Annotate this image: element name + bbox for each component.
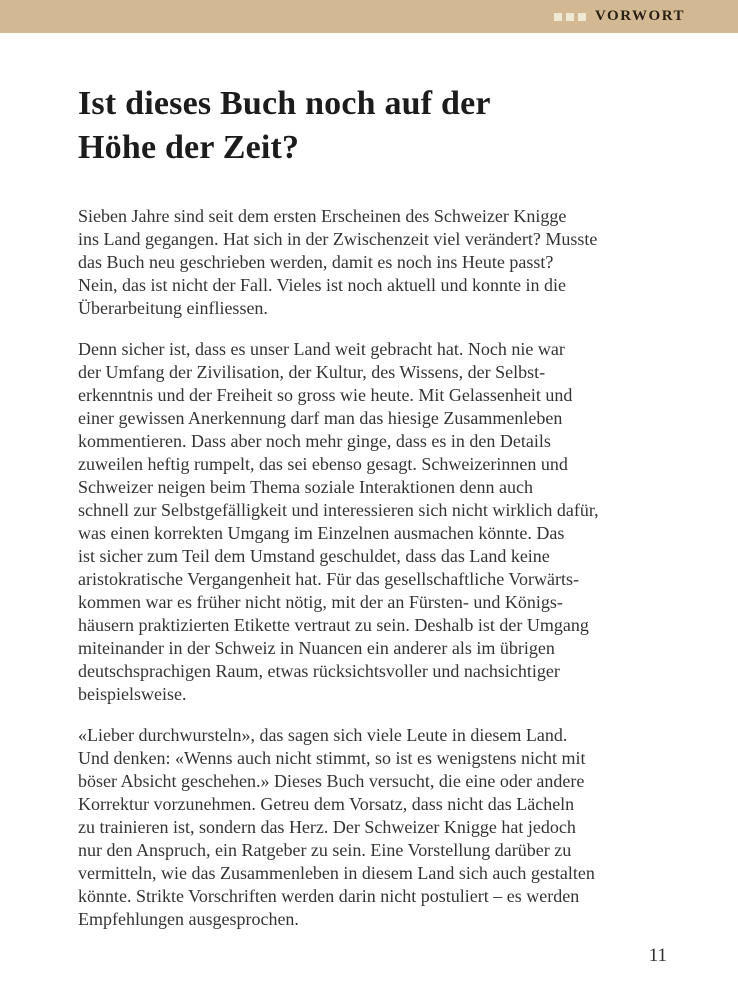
text-line: häusern praktizierten Etikette vertraut zu sein. Deshalb ist der Umgang [78, 615, 589, 635]
header-square-icon [554, 13, 562, 21]
text-line: Sieben Jahre sind seit dem ersten Erscheinen des Schweizer Knigge [78, 206, 567, 226]
text-line: Denn sicher ist, dass es unser Land weit gebracht hat. Noch nie war [78, 339, 565, 359]
paragraph-1 [78, 205, 678, 320]
text-line: das Buch neu geschrieben werden, damit es noch ins Heute passt? [78, 252, 554, 272]
text-line: schnell zur Selbstgefälligkeit und interessieren sich nicht wirklich dafür, [78, 500, 599, 520]
text-line: Überarbeitung einfliessen. [78, 298, 268, 318]
text-line: zuweilen heftig rumpelt, das sei ebenso gesagt. Schweizerinnen und [78, 454, 568, 474]
title-line-2: Höhe der Zeit? [78, 129, 300, 166]
text-line: aristokratische Vergangenheit hat. Für das gesellschaftliche Vorwärts- [78, 569, 580, 589]
header-square-icon [566, 13, 574, 21]
text-line: «Lieber durchwursteln», das sagen sich viele Leute in diesem Land. [78, 725, 568, 745]
text-line: der Umfang der Zivilisation, der Kultur, des Wissens, der Selbst- [78, 362, 546, 382]
text-line: Empfehlungen ausgesprochen. [78, 909, 299, 929]
text-line: Und denken: «Wenns auch nicht stimmt, so ist es wenigstens nicht mit [78, 748, 586, 768]
text-line: böser Absicht geschehen.» Dieses Buch versucht, die eine oder andere [78, 771, 585, 791]
text-line: könnte. Strikte Vorschriften werden darin nicht postuliert – es werden [78, 886, 580, 906]
paragraph-3 [78, 724, 678, 931]
text-line: was einen korrekten Umgang im Einzelnen ausmachen könnte. Das [78, 523, 565, 543]
text-line: Schweizer neigen beim Thema soziale Interaktionen denn auch [78, 477, 533, 497]
text-line: miteinander in der Schweiz in Nuancen ein anderer als im übrigen [78, 638, 555, 658]
text-line: beispielsweise. [78, 684, 187, 704]
text-line: nur den Anspruch, ein Ratgeber zu sein. Eine Vorstellung darüber zu [78, 840, 572, 860]
text-line: vermitteln, wie das Zusammenleben in diesem Land sich auch gestalten [78, 863, 595, 883]
text-line: ins Land gegangen. Hat sich in der Zwischenzeit viel verändert? Musste [78, 229, 598, 249]
text-line: Korrektur vorzunehmen. Getreu dem Vorsatz, dass nicht das Lächeln [78, 794, 575, 814]
chapter-label: VORWORT [595, 8, 685, 24]
page-number: 11 [648, 945, 667, 966]
text-line: erkenntnis und der Freiheit so gross wie heute. Mit Gelassenheit und [78, 385, 573, 405]
text-line: zu trainieren ist, sondern das Herz. Der Schweizer Knigge hat jedoch [78, 817, 576, 837]
page-content [78, 33, 678, 949]
text-line: deutschsprachigen Raum, etwas rücksichtsvoller und nachsichtiger [78, 661, 560, 681]
body-text [78, 205, 678, 931]
paragraph-2 [78, 338, 678, 706]
title-line-1: Ist dieses Buch noch auf der [78, 85, 491, 122]
header-square-icon [578, 13, 586, 21]
chapter-header-bar [0, 0, 738, 33]
page-title [78, 82, 678, 170]
text-line: Nein, das ist nicht der Fall. Vieles ist noch aktuell und konnte in die [78, 275, 567, 295]
text-line: einer gewissen Anerkennung darf man das hiesige Zusammenleben [78, 408, 563, 428]
text-line: ist sicher zum Teil dem Umstand geschuldet, dass das Land keine [78, 546, 550, 566]
text-line: kommen war es früher nicht nötig, mit der an Fürsten- und Königs- [78, 592, 563, 612]
text-line: kommentieren. Dass aber noch mehr ginge, dass es in den Details [78, 431, 551, 451]
